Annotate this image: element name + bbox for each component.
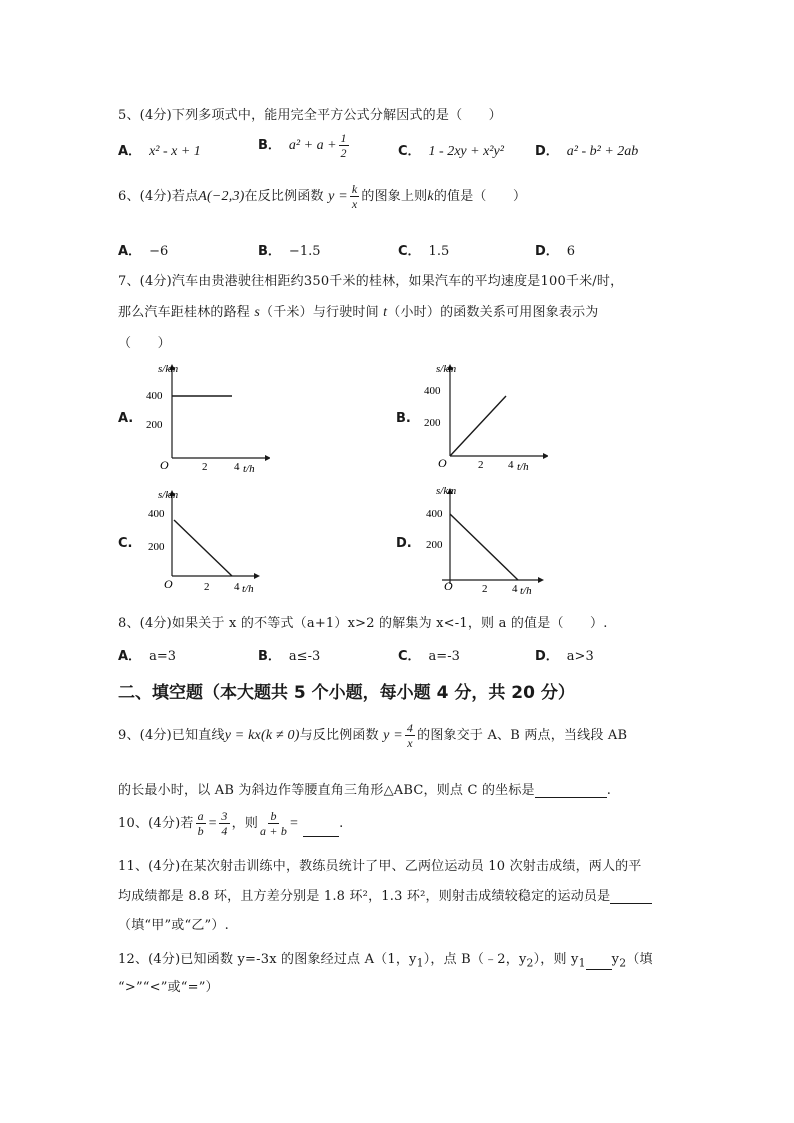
question-7-line2: 那么汽车距桂林的路程 s（千米）与行驶时间 t（小时）的函数关系可用图象表示为 — [118, 305, 599, 320]
question-11-line3: （填“甲”或“乙”）. — [118, 918, 229, 933]
graph-d-label: D. — [396, 536, 412, 551]
graph-a-tick-400: 400 — [146, 390, 163, 402]
question-7-line1: 7、(4分)汽车由贵港驶往相距约350千米的桂林，如果汽车的平均速度是100千米/时， — [118, 274, 624, 289]
graph-d-tick-400: 400 — [426, 508, 443, 520]
q11-answer-blank[interactable] — [610, 903, 652, 904]
q8-option-c: C． a=-3 — [398, 649, 460, 664]
graph-d-tick-4: 4 — [512, 583, 518, 595]
graph-d-origin: O — [444, 579, 453, 593]
q6-option-b: B． −1.5 — [258, 244, 321, 259]
question-6-stem: 6、(4分)若点A(−2,3)在反比例函数 y = $\frac{k}{x}$ 的图象上则k的值是（ ） — [118, 182, 527, 211]
graph-d-tick-2: 2 — [482, 583, 488, 595]
q10-answer-blank[interactable] — [303, 836, 339, 837]
section-2-title: 二、填空题（本大题共 5 个小题，每小题 4 分，共 20 分） — [118, 683, 575, 703]
question-5-stem: 5、(4分)下列多项式中，能用完全平方公式分解因式的是（ ） — [118, 108, 502, 123]
graph-c-xlabel: t/h — [242, 583, 254, 595]
q8-option-b: B． a≤-3 — [258, 649, 321, 664]
graph-c-data-line — [174, 520, 232, 576]
graph-a-origin: O — [160, 458, 169, 472]
graph-a-x-arrow — [265, 455, 270, 461]
graph-b-tick-200: 200 — [424, 417, 441, 429]
q8-option-a: A． a=3 — [118, 649, 176, 664]
question-11-line2: 均成绩都是 8.8 环，且方差分别是 1.8 环²，1.3 环²，则射击成绩较稳定的运动员是 — [118, 885, 652, 904]
graph-c-tick-400: 400 — [148, 508, 165, 520]
graph-b — [418, 358, 548, 478]
q9-answer-blank[interactable] — [535, 797, 607, 798]
graph-a — [140, 358, 270, 478]
graph-b-tick-4: 4 — [508, 459, 514, 471]
graph-d-x-arrow — [538, 577, 544, 583]
graph-b-data-line — [450, 396, 506, 456]
q5-option-a: A． x² - x + 1 — [118, 144, 201, 159]
graph-d — [418, 480, 553, 600]
question-10: 10、(4分)若 $\frac{a}{b}$ = $\frac{3}{4}$ ，则 $\frac{b}{a + b}$ = . — [118, 809, 344, 838]
graph-b-tick-2: 2 — [478, 459, 484, 471]
graph-c-tick-200: 200 — [148, 541, 165, 553]
graph-b-xlabel: t/h — [517, 461, 529, 473]
q5-option-c: C． 1 - 2xy + x²y² — [398, 144, 504, 159]
graph-b-origin: O — [438, 456, 447, 470]
question-8-stem: 8、(4分)如果关于 x 的不等式（a+1）x>2 的解集为 x<-1，则 a 的值是（ ）. — [118, 616, 608, 631]
question-7-line3: （ ） — [118, 336, 171, 351]
question-12-line1: 12、(4分)已知函数 y=-3x 的图象经过点 A（1，$y_1$），点 B（﹣2，$y_2$），则 $y_1$ $y_2$（填 — [118, 952, 653, 970]
graph-d-tick-200: 200 — [426, 539, 443, 551]
graph-a-xlabel: t/h — [243, 463, 255, 475]
question-9-line1: 9、(4分)已知直线y = kx(k ≠ 0)与反比例函数 y = $\frac{4}{x}$ 的图象交于 A、B 两点，当线段 AB — [118, 721, 628, 750]
graph-b-tick-400: 400 — [424, 385, 441, 397]
graph-b-label: B. — [396, 411, 411, 426]
graph-c-tick-4: 4 — [234, 581, 240, 593]
graph-d-xlabel: t/h — [520, 585, 532, 597]
graph-c — [140, 484, 270, 604]
q6-option-a: A． −6 — [118, 244, 169, 259]
graph-a-tick-4: 4 — [234, 461, 240, 473]
graph-b-ylabel: s/km — [436, 363, 457, 375]
graph-c-label: C. — [118, 536, 133, 551]
graph-c-tick-2: 2 — [204, 581, 210, 593]
graph-a-tick-2: 2 — [202, 461, 208, 473]
graph-a-ylabel: s/km — [158, 363, 179, 375]
q12-answer-blank[interactable] — [586, 969, 612, 970]
q6-option-c: C． 1.5 — [398, 244, 450, 259]
graph-c-origin: O — [164, 577, 173, 591]
question-9-line2: 的长最小时，以 AB 为斜边作等腰直角三角形△ABC，则点 C 的坐标是 . — [118, 783, 612, 798]
question-11-line1: 11、(4分)在某次射击训练中，教练员统计了甲、乙两位运动员 10 次射击成绩，两人的平 — [118, 859, 642, 874]
graph-d-data-line — [450, 514, 518, 580]
question-12-line2: “>”“<”或“=”） — [118, 980, 219, 995]
graph-b-x-arrow — [543, 453, 548, 459]
q6-option-d: D． 6 — [535, 244, 576, 259]
graph-a-label: A. — [118, 411, 134, 426]
graph-c-x-arrow — [254, 573, 260, 579]
q5-option-b: B． a² + a + $\frac{1}{2}$ — [258, 131, 347, 160]
graph-c-ylabel: s/km — [158, 489, 179, 501]
q8-option-d: D． a>3 — [535, 649, 594, 664]
q5-option-d: D． a² - b² + 2ab — [535, 144, 639, 159]
graph-d-ylabel: s/km — [436, 485, 457, 497]
graph-a-tick-200: 200 — [146, 419, 163, 431]
